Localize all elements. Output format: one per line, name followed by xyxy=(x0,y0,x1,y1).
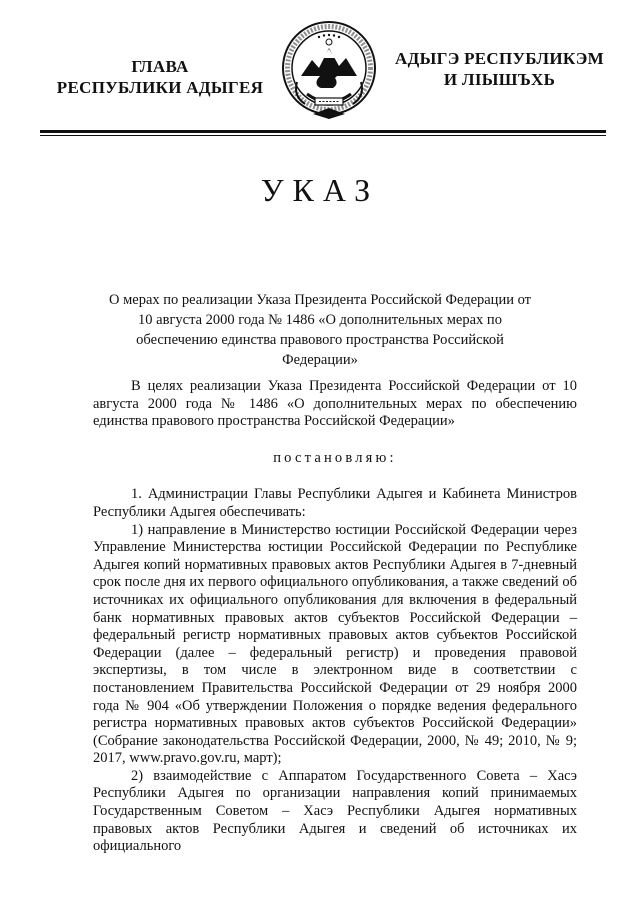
preamble-paragraph: В целях реализации Указа Президента Российской Федерации от 10 августа 2000 года № 1486 «О дополнительных мерах по обеспечению единства правового пространства Российской Федерации» xyxy=(93,378,577,430)
decree-word: постановляю: xyxy=(273,449,397,466)
issuer-title-line-adyghe: И ЛІЫШЪХЬ xyxy=(443,70,556,89)
coat-of-arms-icon xyxy=(279,18,379,122)
document-title: УКАЗ xyxy=(260,172,380,208)
issuer-title-line: ГЛАВА xyxy=(131,57,189,76)
header-divider-thin xyxy=(40,135,606,136)
issuer-republic-line-adyghe: АДЫГЭ РЕСПУБЛИКЭМ xyxy=(395,49,604,68)
issuer-republic-line: РЕСПУБЛИКИ АДЫГЕЯ xyxy=(56,78,264,97)
header-divider-thick xyxy=(40,130,606,133)
clause-paragraph: 1) направление в Министерство юстиции Российской Федерации через Управление Министерства юстиции Российской Федерации по Республике Адыгея копий нормативных правовых актов Республики Адыгея в 7-дневный срок после дня их первого официального опубликования, а также сведений об источниках их официального опубликования для включения в федеральный банк нормативных правовых актов субъектов Российской Федерации – федеральный регистр нормативных правовых актов субъектов Российской Федерации (далее – федеральный регистр) и проведения правовой экспертизы, в том числе в электронном виде в соответствии с постановлением Правительства Российской Федерации от 29 ноября 2000 года № 904 «Об утверждении Положения о порядке ведения федерального регистра нормативных правовых актов субъектов Российской Федерации» (Собрание законодательства Российской Федерации, 2000, № 49; 2010, № 9; 2017, www.pravo.gov.ru, март); xyxy=(93,521,577,767)
clause-paragraph: 2) взаимодействие с Аппаратом Государственного Совета – Хасэ Республики Адыгея по организации направления копий принимаемых Государственным Советом – Хасэ Республики Адыгея нормативных правовых актов Республики Адыгея и сведений об источниках их официального xyxy=(93,767,577,855)
issuer-name-russian xyxy=(40,56,280,98)
clause-paragraph: 1. Администрации Главы Республики Адыгея и Кабинета Министров Республики Адыгея обеспечивать: xyxy=(93,486,577,520)
document-body xyxy=(93,378,577,856)
document-subject: О мерах по реализации Указа Президента Российской Федерации от 10 августа 2000 года № 1486 «О дополнительных мерах по обеспечению единства правового пространства Российской Федерации» xyxy=(109,292,531,368)
issuer-name-adyghe xyxy=(382,48,617,90)
